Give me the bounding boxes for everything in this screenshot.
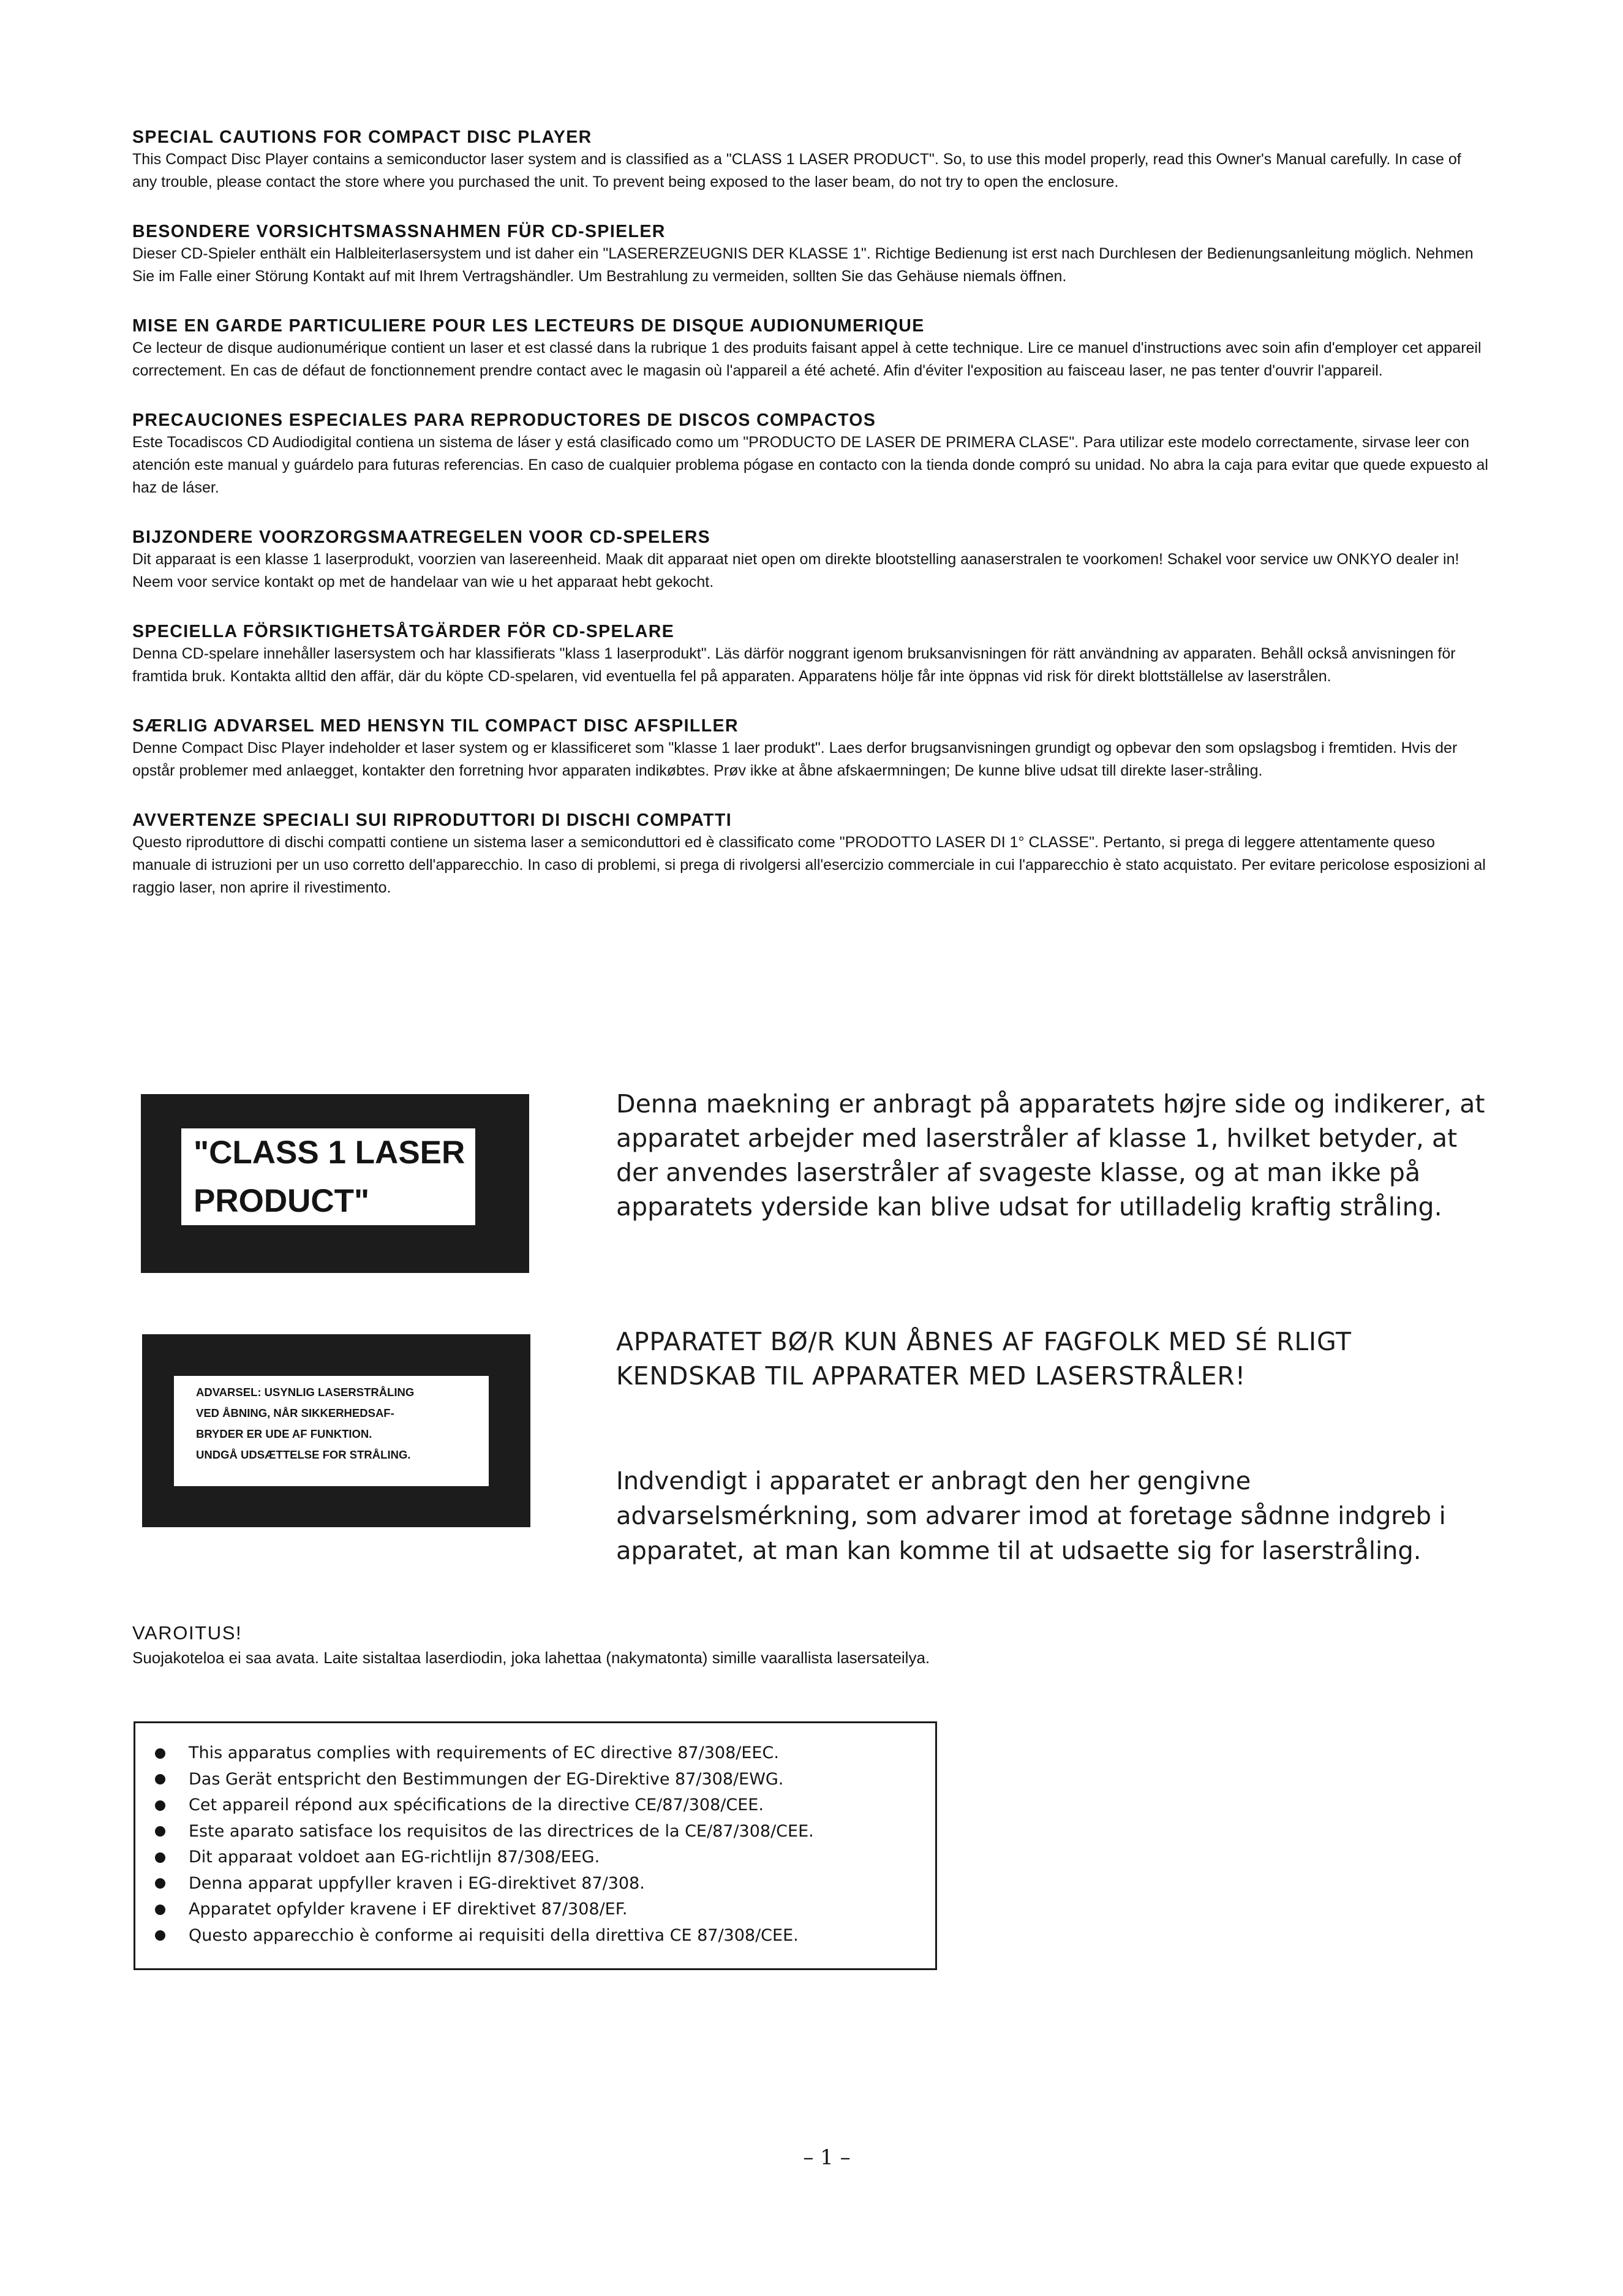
class-label-line: PRODUCT"	[194, 1183, 370, 1219]
warning-line: ADVARSEL: USYNLIG LASERSTRÅLING	[196, 1386, 415, 1399]
warning-line: UNDGÅ UDSÆTTELSE FOR STRÅLING.	[196, 1448, 411, 1461]
compliance-text: Denna apparat uppfyller kraven i EG-direktivet 87/308.	[189, 1873, 645, 1893]
section-title: BESONDERE VORSICHTSMASSNAHMEN FÜR CD-SPIELER	[132, 222, 666, 241]
bullet-icon	[155, 1852, 165, 1863]
section-body: Denna CD-spelare innehåller lasersystem och har klassifierats "klass 1 laserprodukt". Läs därför noggrant igenom bruksanvisningen för rätt användning av apparaten. Behåll också anvisningen för framtida bruk. Kontakta alltid den affär, där du köpte CD-spelaren, vid eventuella fel på apparaten. Apparatens hölje får inte öppnas vid risk för direkt blottställelse av laserstrålen.	[132, 645, 1456, 685]
danish-marking-text: Denna maekning er anbragt på apparatets højre side og indikerer, at apparatet arbejder med laserstråler af klasse 1, hvilket betyder, at der anvendes laserstråler af svageste klasse, og at man ikke på apparatets yderside kan blive udsat for utilladelig kraftig stråling.	[616, 1089, 1485, 1222]
finnish-warning-title: VAROITUS!	[132, 1622, 243, 1644]
bullet-icon	[155, 1878, 165, 1889]
section-title: BIJZONDERE VOORZORGSMAATREGELEN VOOR CD-SPELERS	[132, 527, 711, 547]
compliance-item	[155, 1740, 935, 1767]
section-body: Dieser CD-Spieler enthält ein Halbleiterlasersystem und ist daher ein "LASERERZEUGNIS DER KLASSE 1". Richtige Bedienung ist erst nach Durchlesen der Bedienungsanleitung möglich. Nehmen Sie im Falle einer Störung Kontakt auf mit Ihrem Vertragshändler. Um Bestrahlung zu vermeiden, sollten Sie das Gehäuse niemals öffnen.	[132, 245, 1474, 285]
caution-sections	[132, 126, 1488, 926]
compliance-item	[155, 1767, 935, 1793]
section-title: SÆRLIG ADVARSEL MED HENSYN TIL COMPACT DISC AFSPILLER	[132, 716, 739, 736]
class-1-laser-label	[141, 1094, 529, 1273]
section-title: SPECIAL CAUTIONS FOR COMPACT DISC PLAYER	[132, 127, 592, 147]
section-body: Questo riproduttore di dischi compatti contiene un sistema laser a semiconduttori ed è classificato come "PRODOTTO LASER DI 1° CLASSE". Pertanto, si prega di leggere attentamente queso manuale di istruzioni per un uso corretto dell'apparecchio. In caso di problemi, si prega di rivolgersi all'esercizio commerciale in cui l'apparecchio è stato acquistato. Per evitare pericolose esposizioni al raggio laser, non aprire il rivestimento.	[132, 834, 1486, 896]
warning-line: BRYDER ER UDE AF FUNKTION.	[196, 1427, 372, 1440]
laser-warning-label-text	[174, 1376, 489, 1486]
bullet-icon	[155, 1826, 165, 1837]
bullet-icon	[155, 1748, 165, 1759]
compliance-item	[155, 1819, 935, 1845]
compliance-text: This apparatus complies with requirements of EC directive 87/308/EEC.	[189, 1743, 779, 1762]
compliance-box	[134, 1721, 937, 1970]
section-title: AVVERTENZE SPECIALI SUI RIPRODUTTORI DI DISCHI COMPATTI	[132, 810, 732, 830]
section-title: PRECAUCIONES ESPECIALES PARA REPRODUCTORES DE DISCOS COMPACTOS	[132, 410, 876, 430]
section-spanish	[132, 409, 1488, 499]
section-body: Ce lecteur de disque audionumérique contient un laser et est classé dans la rubrique 1 des produits faisant appel à cette technique. Lire ce manuel d'instructions avec soin afin d'employer cet appareil correctement. En cas de défaut de fonctionnement prendre contact avec le magasin où l'appareil a été acheté. Afin d'éviter l'exposition au faisceau laser, ne pas tenter d'ouvrir l'appareil.	[132, 339, 1482, 379]
bullet-icon	[155, 1930, 165, 1941]
section-body: Denne Compact Disc Player indeholder et laser system og er klassificeret som "klasse 1 laer produkt". Laes derfor brugsanvisningen grundigt og opbevar den som opslagsbog i fremtiden. Hvis der opstår problemer med anlaegget, kontakter den forretning hvor apparaten indikøbtes. Prøv ikke at åbne afskaermningen; De kunne blive udsat till direkte laser-stråling.	[132, 739, 1458, 779]
class-1-laser-label-text	[181, 1128, 475, 1225]
compliance-text: Apparatet opfylder kravene i EF direktivet 87/308/EF.	[189, 1900, 628, 1919]
bullet-icon	[155, 1905, 165, 1915]
section-english	[132, 126, 1488, 194]
page-number: – 1 –	[803, 2145, 851, 2170]
finnish-warning-body: Suojakoteloa ei saa avata. Laite sistaltaa laserdiodin, joka lahettaa (nakymatonta) simille vaarallista lasersateilya.	[132, 1648, 930, 1667]
compliance-item	[155, 1845, 935, 1871]
section-french	[132, 315, 1488, 382]
compliance-item	[155, 1871, 935, 1897]
section-italian	[132, 809, 1488, 899]
section-danish	[132, 715, 1488, 782]
bullet-icon	[155, 1774, 165, 1784]
section-title: SPECIELLA FÖRSIKTIGHETSÅTGÄRDER FÖR CD-SPELARE	[132, 622, 675, 641]
section-german	[132, 221, 1488, 288]
compliance-text: Dit apparaat voldoet aan EG-richtlijn 87/308/EEG.	[189, 1848, 600, 1867]
danish-inside-text: Indvendigt i apparatet er anbragt den her gengivne advarselsmérkning, som advarer imod at foretage sådnne indgreb i apparatet, at man kan komme til at udsaette sig for laserstråling.	[616, 1467, 1446, 1565]
section-swedish	[132, 621, 1488, 688]
compliance-item	[155, 1923, 935, 1949]
compliance-text: Das Gerät entspricht den Bestimmungen der EG-Direktive 87/308/EWG.	[189, 1769, 784, 1789]
section-body: Dit apparaat is een klasse 1 laserprodukt, voorzien van lasereenheid. Maak dit apparaat niet open om direkte blootstelling aanaserstralen te voorkomen! Schakel voor service uw ONKYO dealer in! Neem voor service kontakt op met de handelaar van wie u het apparaat hebt gekocht.	[132, 551, 1459, 591]
compliance-item	[155, 1897, 935, 1923]
laser-warning-label	[142, 1334, 530, 1527]
compliance-text: Este aparato satisface los requisitos de las directrices de la CE/87/308/CEE.	[189, 1821, 814, 1841]
section-body: This Compact Disc Player contains a semiconductor laser system and is classified as a "CLASS 1 LASER PRODUCT". So, to use this model properly, read this Owner's Manual carefully. In case of any trouble, please contact the store where you purchased the unit. To prevent being exposed to the laser beam, do not try to open the enclosure.	[132, 151, 1461, 191]
compliance-item	[155, 1792, 935, 1819]
class-label-line: "CLASS 1 LASER	[194, 1135, 465, 1171]
section-title: MISE EN GARDE PARTICULIERE POUR LES LECTEURS DE DISQUE AUDIONUMERIQUE	[132, 316, 925, 336]
compliance-list	[155, 1740, 935, 1949]
warning-line: VED ÅBNING, NÅR SIKKERHEDSAF-	[196, 1407, 394, 1419]
bullet-icon	[155, 1800, 165, 1811]
compliance-text: Questo apparecchio è conforme ai requisiti della direttiva CE 87/308/CEE.	[189, 1925, 799, 1945]
compliance-text: Cet appareil répond aux spécifications de la directive CE/87/308/CEE.	[189, 1796, 764, 1815]
section-body: Este Tocadiscos CD Audiodigital contiena un sistema de láser y está clasificado como um "PRODUCTO DE LASER DE PRIMERA CLASE". Para utilizar este modelo correctamente, sirvase leer con atención este manual y guárdelo para futuras referencias. En caso de cualquier problema pógase en contacto con la tienda donde compró su unidad. No abra la caja para evitar que quede expuesto al haz de láser.	[132, 434, 1488, 496]
section-dutch	[132, 526, 1488, 594]
danish-notice-text: APPARATET BØ/R KUN ÅBNES AF FAGFOLK MED SÉ RLIGT KENDSKAB TIL APPARATER MED LASERSTRÅLER!	[616, 1327, 1352, 1391]
finnish-warning	[132, 1621, 1488, 1670]
